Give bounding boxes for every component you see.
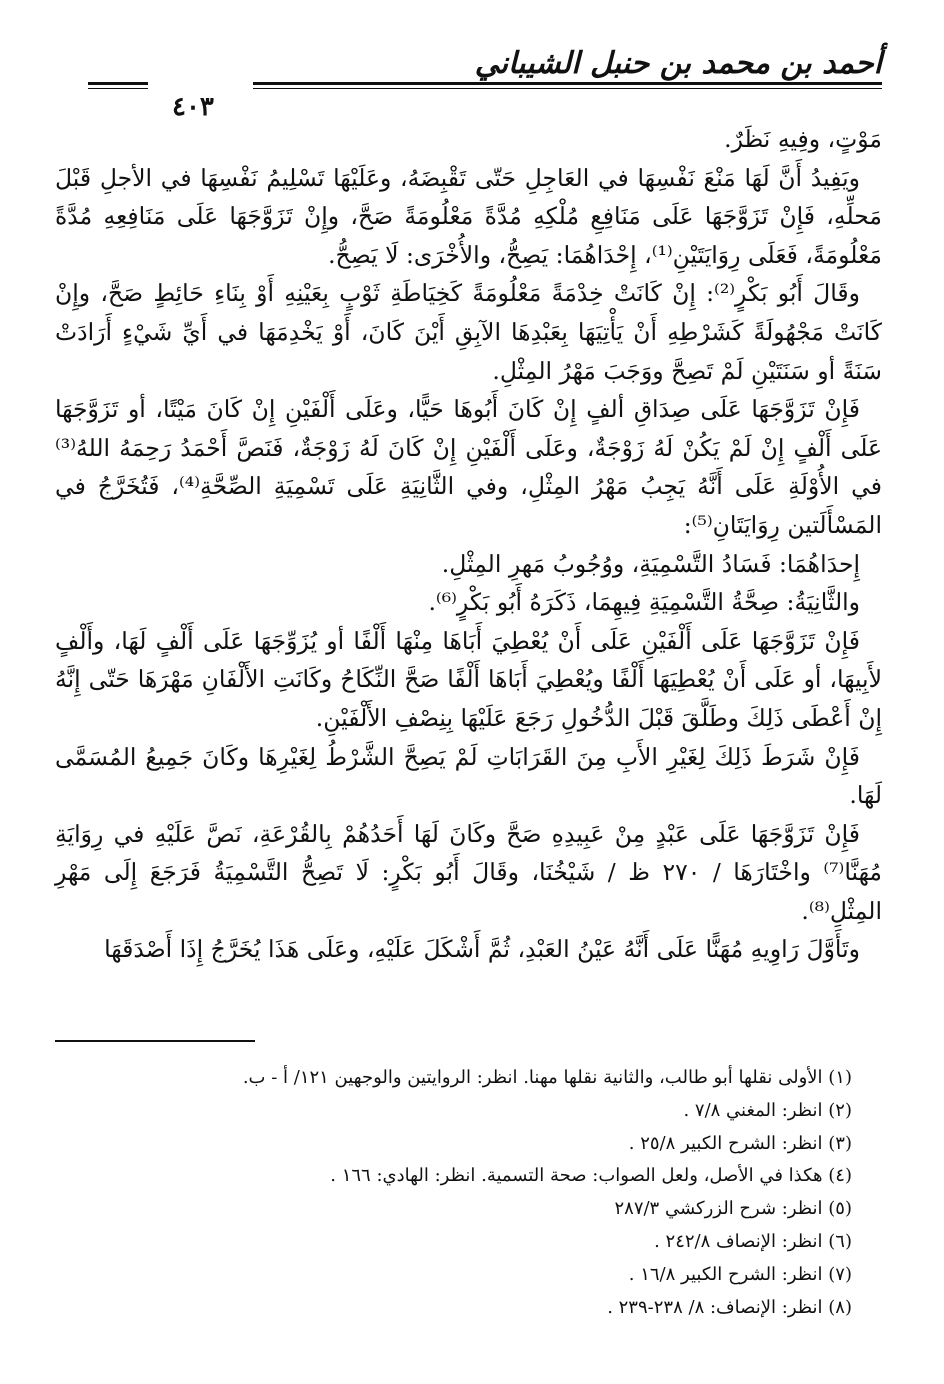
paragraph: ويَفِيدُ أَنَّ لَهَا مَنْعَ نَفْسِهَا في العَاجِلِ حَتّى تَقْبِضَهُ، وعَلَيْهَا تَسْلِيمُ نَفْسِهَا في الأجلِ قَبْلَ مَحلِّهِ، فَإِنْ تَزَوَّجَهَا عَلَى مَنَافِعِ مُلْكِهِ مُدَّةً مَعْلُومَةً صَحَّ، وإِنْ تَزَوَّجَهَا عَلَى مَنَافِعِهِ مُدَّةً مَعْلُومَةً، فَعَلَى رِوَايَتَيْنِ⁽¹⁾، إِحْدَاهُمَا: يَصِحُّ، والأُخْرَى: لَا يَصِحُّ. — [55, 163, 882, 269]
body-text — [55, 120, 882, 969]
footnote: (٤) هكذا في الأصل، ولعل الصواب: صحة التسمية. انظر: الهادي: ١٦٦ . — [330, 1165, 852, 1187]
paragraph: فَإِنْ تَزَوَّجَهَا عَلَى عَبْدٍ مِنْ عَبِيدِهِ صَحَّ وكَانَ لَهَا أَحَدُهُمْ بِالقُرْعَةِ، نَصَّ عَلَيْهِ في رِوَايَةِ مُهَنَّا⁽⁷⁾ واخْتَارَهَا / ٢٧٠ ظ / شَيْخُنَا، وقَالَ أَبُو بَكْرٍ: لَا تَصِحُّ التَّسْمِيَةُ فَرَجَعَ إِلَى مَهْرِ المِثْلِ⁽⁸⁾. — [55, 819, 882, 925]
footnote-separator — [55, 1040, 255, 1042]
footnote: (٦) انظر: الإنصاف ٢٤٢/٨ . — [654, 1230, 852, 1252]
footnote: (١) الأولى نقلها أبو طالب، والثانية نقلها مهنا. انظر: الروايتين والوجهين ١٢١/ أ - ب. — [242, 1067, 852, 1088]
footnote: (٨) انظر: الإنصاف: ٨/ ٢٣٨-٢٣٩ . — [607, 1296, 852, 1318]
paragraph: إِحدَاهُمَا: فَسَادُ التَّسْمِيَةِ، ووُجُوبُ مَهرِ المِثْلِ. — [441, 549, 860, 578]
running-title: أحمد بن محمد بن حنبل الشيباني — [474, 46, 882, 81]
footnote: (٢) انظر: المغني ٧/٨ . — [683, 1099, 852, 1121]
paragraph: مَوْتٍ، وفِيهِ نَظَرٌ. — [724, 125, 882, 153]
page-header — [88, 40, 882, 122]
footnote: (٣) انظر: الشرح الكبير ٢٥/٨ . — [628, 1132, 852, 1154]
paragraph: وقَالَ أَبُو بَكْرٍ⁽²⁾: إِنْ كَانَتْ خِدْمَةً مَعْلُومَةً كَخِيَاطَةِ ثَوْبٍ بِعَيْنِهِ أَوْ بِنَاءِ حَائِطٍ صَحَّ، وإِنْ كَانَتْ مَجْهُولَةً كَشَرْطِهِ أَنْ يَأْتِيَهَا بِعَبْدِهَا الآبِقِ أَيْنَ كَانَ، أَوْ يَخْدِمَهَا في أَيِّ شَيْءٍ أَرَادَتْ سَنَةً أو سَنَتَيْنِ لَمْ تَصِحَّ ووَجَبَ مَهْرُ المِثْلِ. — [55, 279, 882, 385]
footnote: (٥) انظر: شرح الزركشي ٢٨٧/٣ — [614, 1198, 852, 1220]
footnote: (٧) انظر: الشرح الكبير ١٦/٨ . — [628, 1263, 852, 1285]
paragraph: فَإِنْ شَرَطَ ذَلِكَ لِغَيْرِ الأَبِ مِنَ القَرَابَاتِ لَمْ يَصِحَّ الشَّرْطُ لِغَيْرِهَا وكَانَ جَمِيعُ المُسَمَّى لَهَا. — [55, 742, 882, 810]
page-number: ٤٠٣ — [172, 92, 214, 122]
header-rule — [253, 82, 882, 89]
paragraph: فَإِنْ تَزَوَّجَهَا عَلَى أَلْفَيْنِ عَلَى أَنْ يُعْطِيَ أَبَاهَا مِنْهَا أَلْفًا أو يُزَوِّجَهَا عَلَى أَلْفٍ لَهَا، وأَلْفٍ لأَبِيهَا، أو عَلَى أَنْ يُعْطِيَهَا أَلْفًا ويُعْطِيَ أَبَاهَا أَلْفًا صَحَّ النِّكَاحُ وكَانَتِ الأَلْفَانِ مَهْرَهَا حَتّى إِنَّهُ إِنْ أَعْطَى ذَلِكَ وطَلَّقَ قَبْلَ الدُّخُولِ رَجَعَ عَلَيْهَا بِنِصْفِ الأَلْفَيْنِ. — [55, 626, 882, 732]
paragraph: وتَأَوَّلَ رَاوِيهِ مُهَنًّا عَلَى أَنَّهُ عَيْنُ العَبْدِ، ثُمَّ أَشْكَلَ عَلَيْهِ، وعَلَى هَذَا يُخَرَّجُ إِذَا أَصْدَقَهَا — [104, 935, 860, 964]
paragraph: فَإِنْ تَزَوَّجَهَا عَلَى صِدَاقِ ألفٍ إِنْ كَانَ أَبُوهَا حَيًّا، وعَلَى أَلْفَيْنِ إِنْ كَانَ مَيْتًا، أو تَزَوَّجَهَا عَلَى أَلْفٍ إِنْ لَمْ يَكُنْ لَهُ زَوْجَةٌ، وعَلَى أَلْفَيْنِ إِنْ كَانَ لَهُ زَوْجَةٌ، فَنَصَّ أَحْمَدُ رَحِمَهُ اللهُ⁽³⁾ في الأُوْلَةِ عَلَى أَنَّهُ يَجِبُ مَهْرُ المِثْلِ، وفي الثَّانِيَةِ عَلَى تَسْمِيَةِ الصِّحَّةِ⁽⁴⁾، فَتُخَرَّجُ في المَسْأَلَتين رِوَايَتَانِ⁽⁵⁾: — [55, 395, 882, 539]
footnotes — [100, 1062, 852, 1324]
paragraph: والثَّانِيَةُ: صِحَّةُ التَّسْمِيَةِ فِيهِمَا، ذَكَرَهُ أَبُو بَكْرٍ⁽⁶⁾. — [428, 588, 860, 617]
page-number-rule — [88, 82, 148, 89]
